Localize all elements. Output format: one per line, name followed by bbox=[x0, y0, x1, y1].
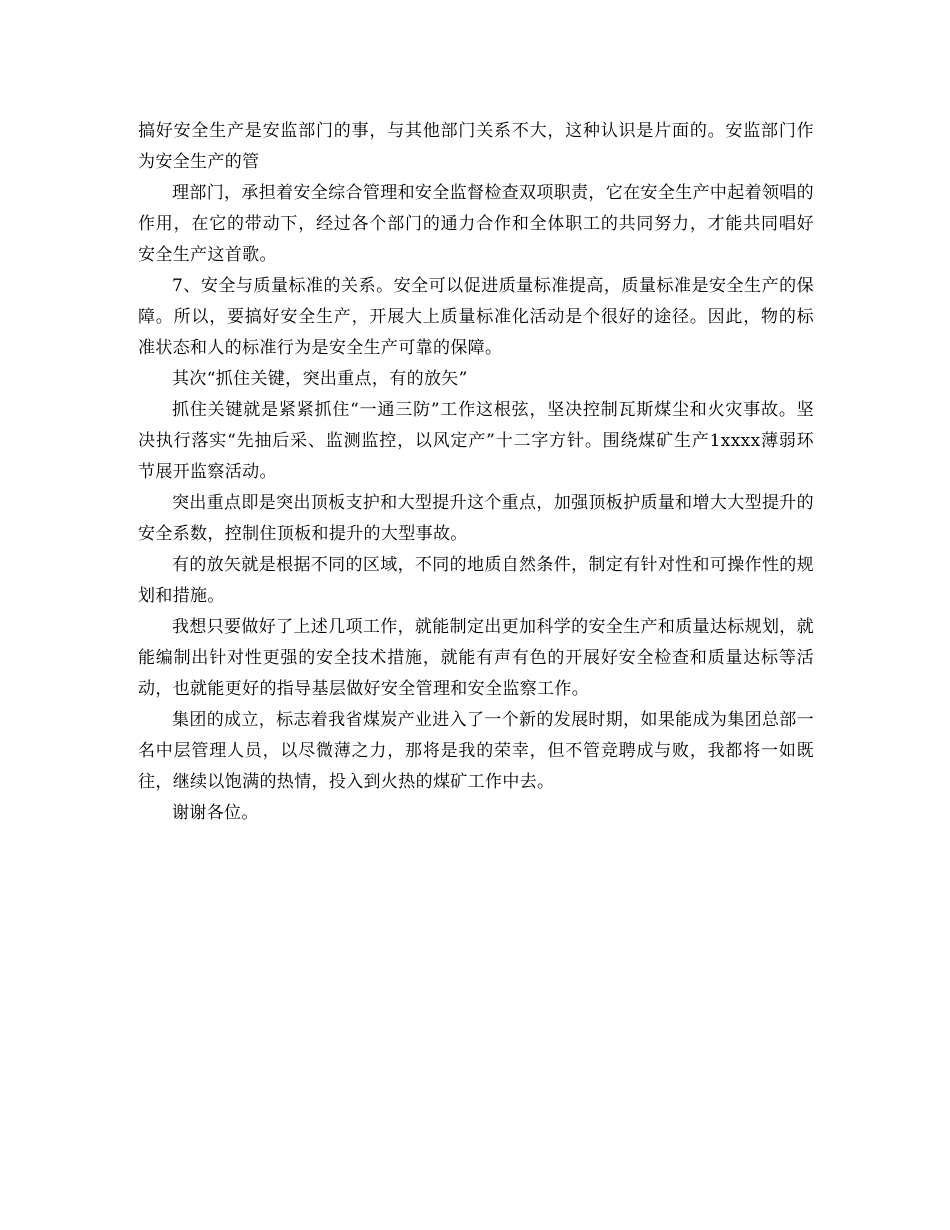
paragraph-10: 谢谢各位。 bbox=[172, 803, 259, 823]
paragraph-5: 抓住关键就是紧紧抓住“一通三防”工作这根弦，坚决控制瓦斯煤尘和火灾事故。坚决执行落实“先抽后采、监测监控，以风定产”十二字方针。围绕煤矿生产1xxxx薄弱环节展开监察活动。 bbox=[138, 400, 814, 482]
paragraph-6: 突出重点即是突出顶板支护和大型提升这个重点，加强顶板护质量和增大大型提升的安全系数，控制住顶板和提升的大型事故。 bbox=[138, 493, 814, 544]
paragraph-9: 集团的成立，标志着我省煤炭产业进入了一个新的发展时期，如果能成为集团总部一名中层管理人员，以尽微薄之力，那将是我的荣幸，但不管竞聘成与败，我都将一如既往，继续以饱满的热情，投入到火热的煤矿工作中去。 bbox=[138, 710, 814, 792]
paragraph-1: 搞好安全生产是安监部门的事，与其他部门关系不大，这种认识是片面的。安监部门作为安全生产的管 bbox=[138, 121, 814, 172]
paragraph-2: 理部门，承担着安全综合管理和安全监督检查双项职责，它在安全生产中起着领唱的作用，在它的带动下，经过各个部门的通力合作和全体职工的共同努力，才能共同唱好安全生产这首歌。 bbox=[138, 183, 814, 265]
document-body bbox=[138, 116, 814, 829]
paragraph-7: 有的放矢就是根据不同的区域，不同的地质自然条件，制定有针对性和可操作性的规划和措施。 bbox=[138, 555, 814, 606]
paragraph-4: 其次“抓住关键，突出重点，有的放矢” bbox=[172, 369, 468, 389]
paragraph-3: 7、安全与质量标准的关系。安全可以促进质量标准提高，质量标准是安全生产的保障。所以，要搞好安全生产，开展大上质量标准化活动是个很好的途径。因此，物的标准状态和人的标准行为是安全生产可靠的保障。 bbox=[138, 276, 814, 358]
paragraph-8: 我想只要做好了上述几项工作，就能制定出更加科学的安全生产和质量达标规划，就能编制出针对性更强的安全技术措施，就能有声有色的开展好安全检查和质量达标等活动，也就能更好的指导基层做好安全管理和安全监察工作。 bbox=[138, 617, 814, 699]
